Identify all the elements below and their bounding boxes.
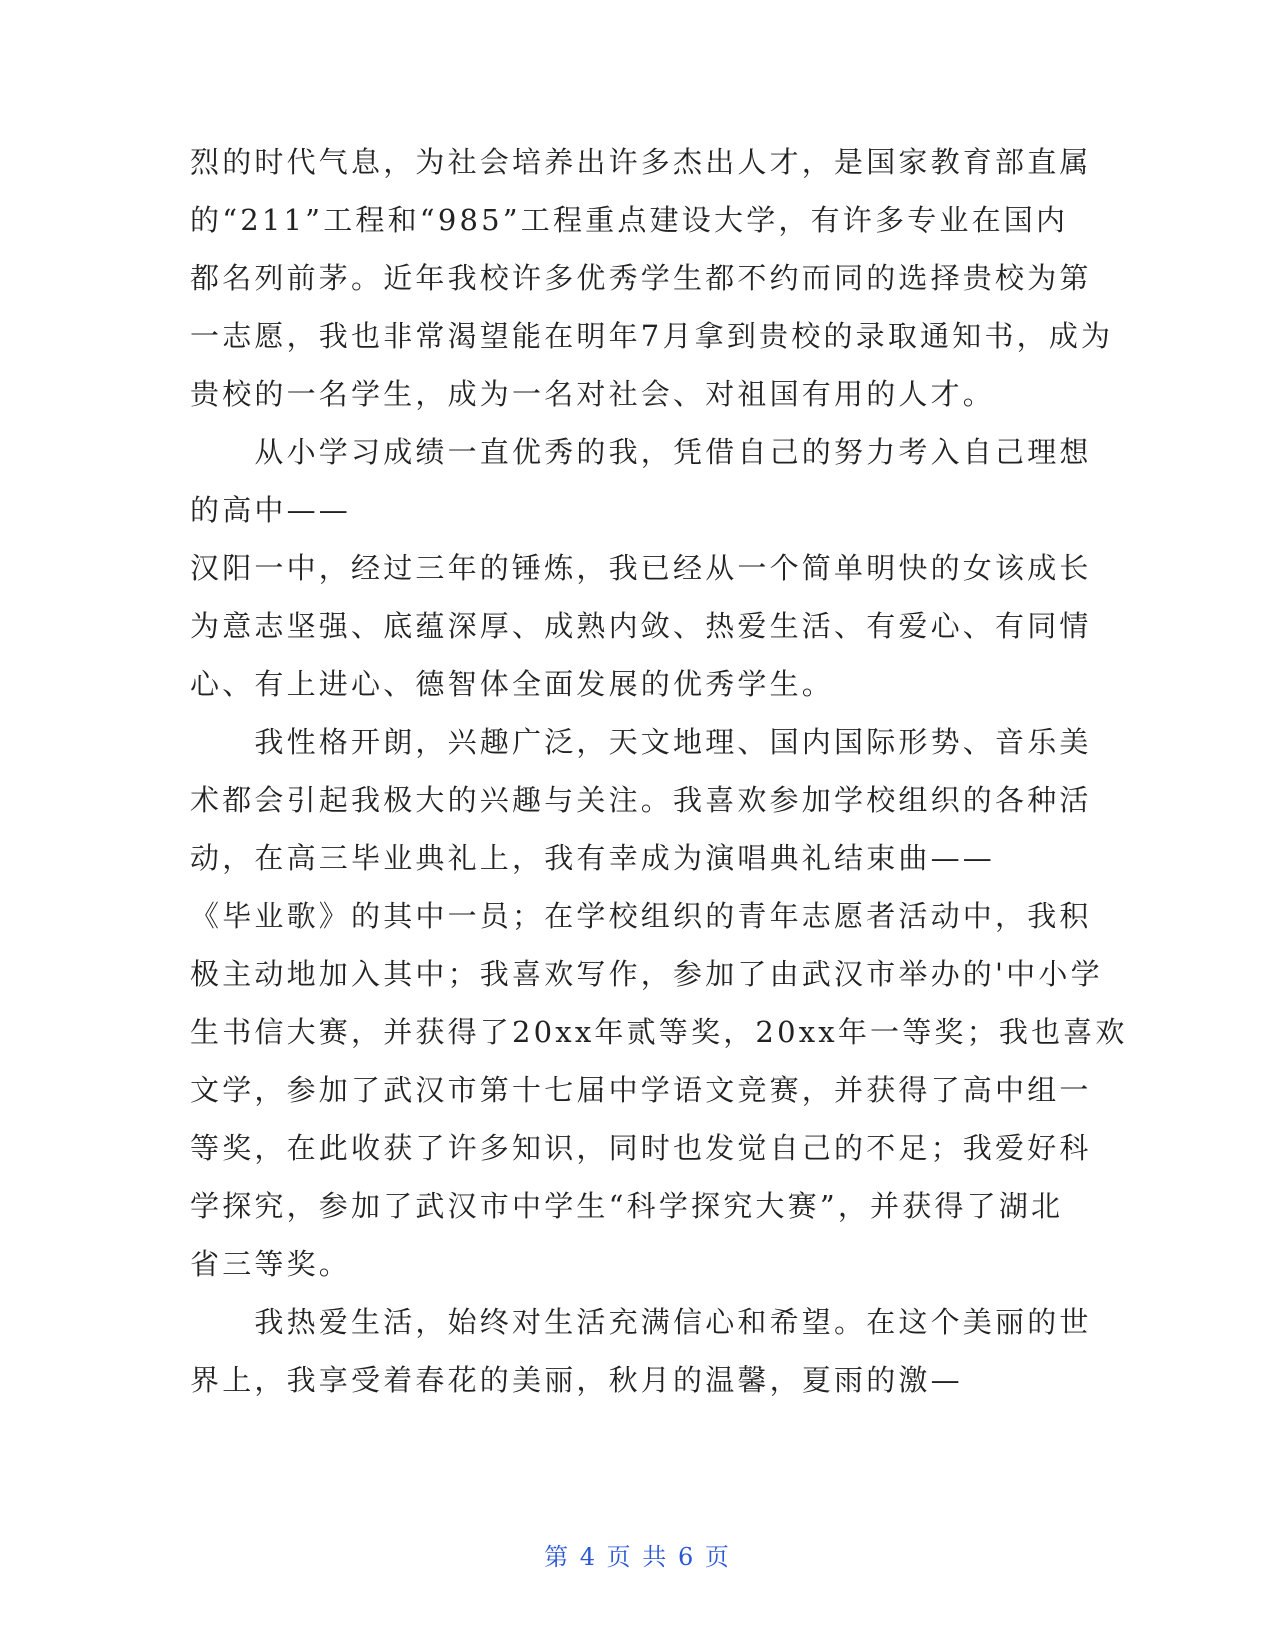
text-line: 我热爱生活，始终对生活充满信心和希望。在这个美丽的世	[190, 1305, 1092, 1339]
text-line: 从小学习成绩一直优秀的我，凭借自己的努力考入自己理想	[190, 435, 1092, 469]
text-line: 一志愿，我也非常渴望能在明年7月拿到贵校的录取通知书，成为	[190, 319, 1114, 353]
text-line: 文学，参加了武汉市第十七届中学语文竞赛，并获得了高中组一	[190, 1073, 1092, 1107]
text-line: 学探究，参加了武汉市中学生“科学探究大赛”，并获得了湖北	[190, 1189, 1064, 1223]
text-line: 的“211”工程和“985”工程重点建设大学，有许多专业在国内	[190, 203, 1069, 237]
text-line: 界上，我享受着春花的美丽，秋月的温馨，夏雨的激—	[190, 1363, 963, 1397]
text-line: 烈的时代气息，为社会培养出许多杰出人才，是国家教育部直属	[190, 145, 1092, 179]
text-line: 动，在高三毕业典礼上，我有幸成为演唱典礼结束曲——	[190, 841, 996, 875]
text-line: 术都会引起我极大的兴趣与关注。我喜欢参加学校组织的各种活	[190, 783, 1092, 817]
text-line: 为意志坚强、底蕴深厚、成熟内敛、热爱生活、有爱心、有同情	[190, 609, 1092, 643]
text-line: 贵校的一名学生，成为一名对社会、对祖国有用的人才。	[190, 377, 996, 411]
text-line: 汉阳一中，经过三年的锤炼，我已经从一个简单明快的女该成长	[190, 551, 1092, 585]
text-line: 《毕业歌》的其中一员；在学校组织的青年志愿者活动中，我积	[190, 899, 1092, 933]
text-line: 省三等奖。	[190, 1247, 352, 1281]
text-line: 等奖，在此收获了许多知识，同时也发觉自己的不足；我爱好科	[190, 1131, 1092, 1165]
page-number-footer: 第 4 页 共 6 页	[544, 1543, 731, 1571]
text-line: 生书信大赛，并获得了20xx年贰等奖，20xx年一等奖；我也喜欢	[190, 1015, 1128, 1049]
text-line: 都名列前茅。近年我校许多优秀学生都不约而同的选择贵校为第	[190, 261, 1092, 295]
text-line: 的高中——	[190, 493, 352, 527]
text-line: 我性格开朗，兴趣广泛，天文地理、国内国际形势、音乐美	[190, 725, 1092, 759]
text-line: 极主动地加入其中；我喜欢写作，参加了由武汉市举办的'中小学	[190, 957, 1103, 991]
text-line: 心、有上进心、德智体全面发展的优秀学生。	[190, 667, 835, 701]
